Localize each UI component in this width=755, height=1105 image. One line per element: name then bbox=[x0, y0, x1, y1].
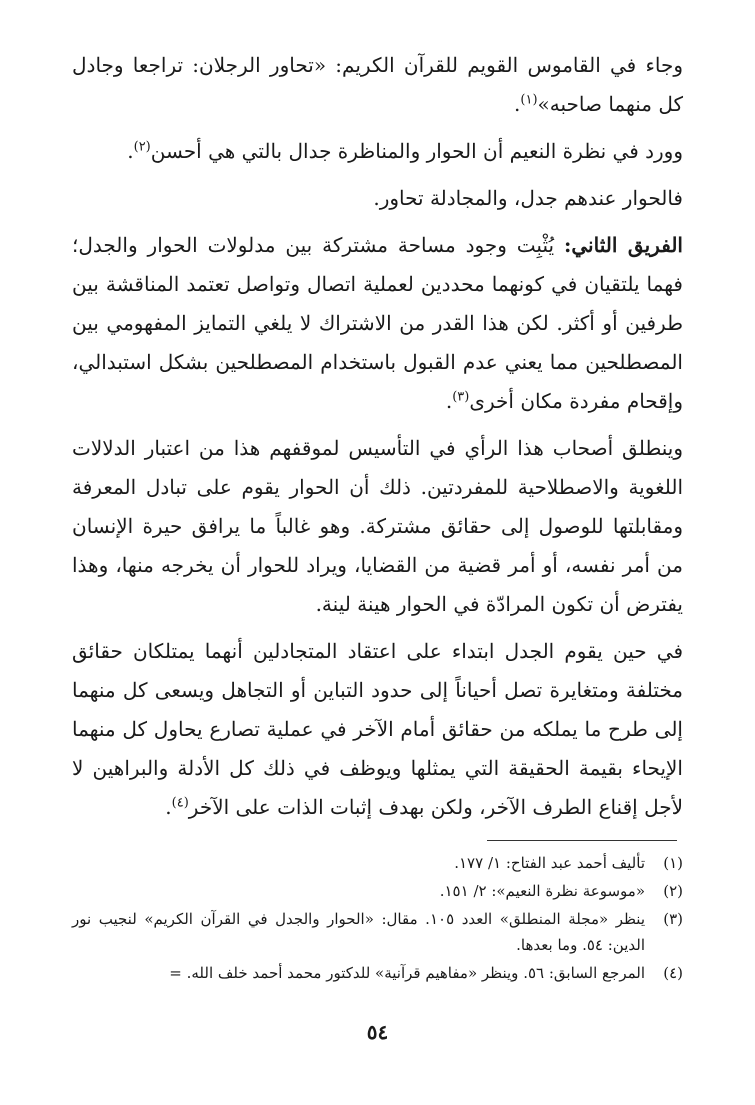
footnote-ref[interactable]: (٣) bbox=[452, 389, 470, 405]
paragraph-tail: . bbox=[514, 92, 521, 116]
footnote-ref[interactable]: (١) bbox=[520, 92, 538, 108]
footnote-divider bbox=[487, 840, 677, 841]
page-number: ٥٤ bbox=[366, 1020, 389, 1044]
paragraph-tail: . bbox=[445, 389, 453, 413]
paragraph-6 bbox=[72, 632, 683, 827]
footnote-item bbox=[72, 850, 683, 876]
footnote-text: «موسوعة نظرة النعيم»: ٢/ ١٥١. bbox=[439, 882, 645, 900]
footnote-ref[interactable]: (٢) bbox=[133, 139, 151, 155]
paragraph-4 bbox=[72, 226, 683, 421]
section-term: الفريق الثاني: bbox=[564, 233, 683, 257]
footnote-text: المرجع السابق: ٥٦. وينظر «مفاهيم قرآنية» للدكتور محمد أحمد خلف الله. = bbox=[169, 964, 645, 982]
footnotes bbox=[72, 850, 683, 988]
paragraph-text: وينطلق أصحاب هذا الرأي في التأسيس لموقفهم هذا من اعتبار الدلالات اللغوية والاصطلاحية للمفردتين. ذلك أن الحوار يقوم على تبادل المعرفة ومقابلتها للوصول إلى حقائق مشتركة. وهو غالباً ما يرافق حيرة الإنسان من أمر نفسه، أو أمر قضية من القضايا، ويراد للحوار أن يخرجه منها، وهذا يفترض أن تكون المرادّة في الحوار هينة لينة. bbox=[72, 436, 683, 616]
paragraph-text: فالحوار عندهم جدل، والمجادلة تحاور. bbox=[373, 186, 683, 210]
paragraph-2 bbox=[72, 132, 683, 171]
paragraph-tail: . bbox=[165, 795, 172, 819]
footnote-item bbox=[72, 878, 683, 904]
footnote-item bbox=[72, 960, 683, 986]
paragraph-1 bbox=[72, 46, 683, 124]
footnote-ref[interactable]: (٤) bbox=[171, 795, 189, 811]
footnote-text: ينظر «مجلة المنطلق» العدد ١٠٥. مقال: «الحوار والجدل في القرآن الكريم» لنجيب نور الدين: ٥٤. وما بعدها. bbox=[72, 910, 646, 954]
main-text bbox=[72, 46, 683, 835]
footnote-item bbox=[72, 906, 683, 958]
paragraph-3 bbox=[72, 179, 683, 218]
paragraph-text: وجاء في القاموس القويم للقرآن الكريم: «تحاور الرجلان: تراجعا وجادل كل منهما صاحبه» bbox=[72, 53, 683, 116]
footnote-number: (١) bbox=[663, 854, 683, 872]
paragraph-text: في حين يقوم الجدل ابتداء على اعتقاد المتجادلين أنهما يمتلكان حقائق مختلفة ومتغايرة تصل أحياناً إلى حدود التباين أو التجاهل ويسعى كل منهما إلى طرح ما يملكه من حقائق أمام الآخر في عملية تصارع يحاول كل منهما الإيحاء بقيمة الحقيقة التي يمثلها ويوظف في ذلك كل الأدلة والبراهين لا لأجل إقناع الطرف الآخر، ولكن بهدف إثبات الذات على الآخر bbox=[72, 639, 683, 819]
footnote-number: (٢) bbox=[663, 882, 683, 900]
paragraph-tail: . bbox=[127, 139, 134, 163]
paragraph-text: وورد في نظرة النعيم أن الحوار والمناظرة جدال بالتي هي أحسن bbox=[150, 139, 683, 163]
paragraph-5 bbox=[72, 429, 683, 624]
footnote-number: (٣) bbox=[663, 910, 683, 928]
paragraph-text: يُثْبِت وجود مساحة مشتركة بين مدلولات الحوار والجدل؛ فهما يلتقيان في كونهما محددين لعملية اتصال وتواصل تعتمد المناقشة بين طرفين أو أكثر. لكن هذا القدر من الاشتراك لا يلغي التمايز المفهومي بين المصطلحين مما يعني عدم القبول باستخدام المصطلحين بشكل استبدالي، وإقحام مفردة مكان أخرى bbox=[72, 233, 683, 413]
footnote-number: (٤) bbox=[663, 964, 683, 982]
footnote-text: تأليف أحمد عبد الفتاح: ١/ ١٧٧. bbox=[454, 854, 645, 872]
